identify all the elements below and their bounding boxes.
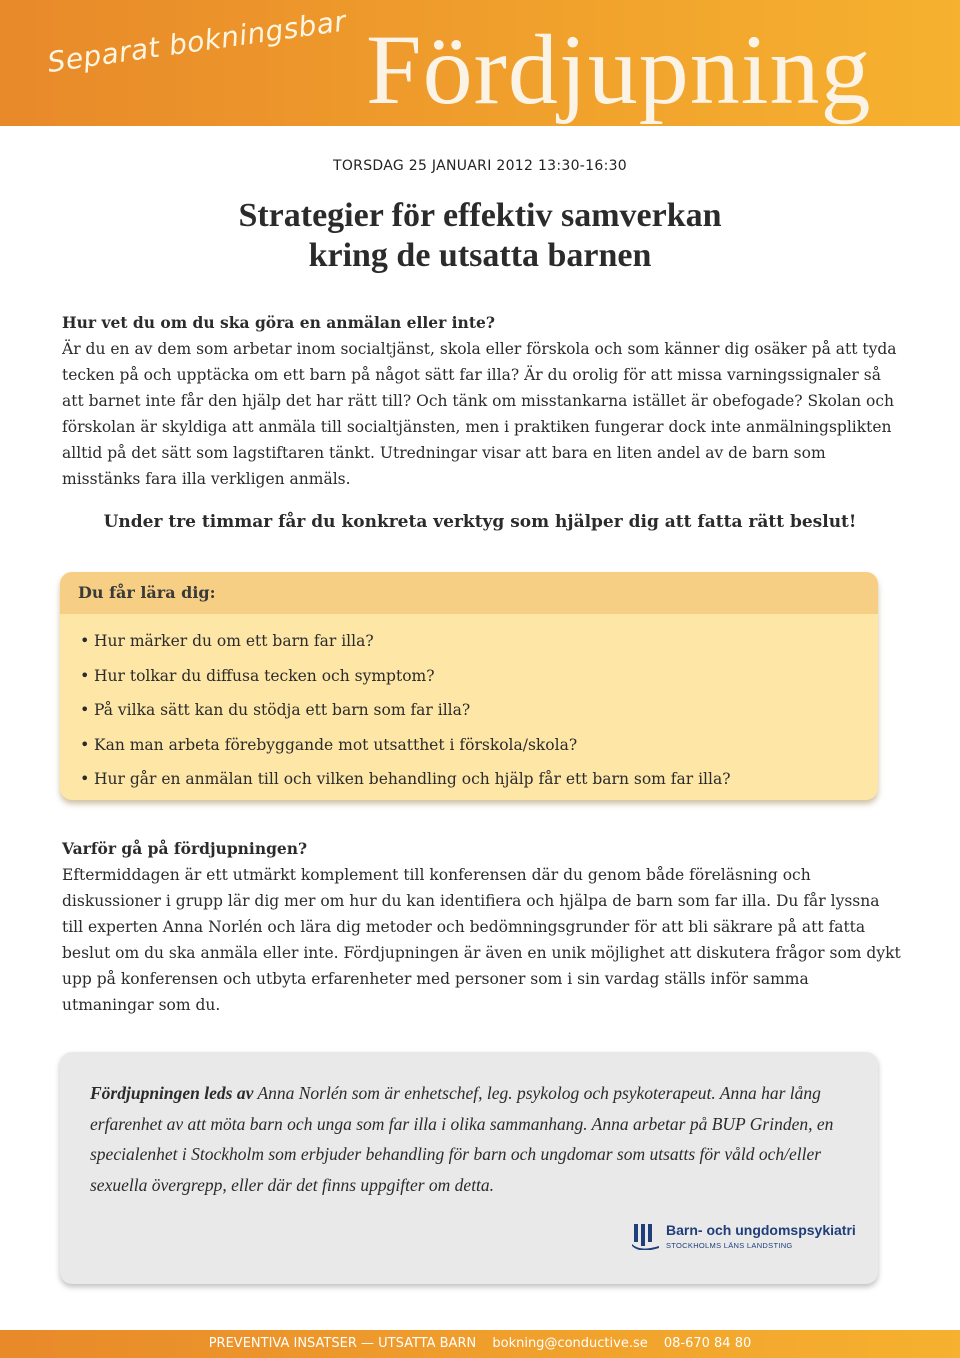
intro-section [62, 310, 902, 492]
bup-logo [632, 1222, 862, 1256]
call-to-action: Under tre timmar får du konkreta verktyg som hjälper dig att fatta rätt beslut! [103, 512, 857, 532]
page-title [0, 196, 960, 276]
learn-list [60, 614, 878, 797]
bullet-icon: • [80, 769, 90, 788]
why-body: Eftermiddagen är ett utmärkt komplement till konferensen där du genom både föreläsning och diskussioner i grupp lär dig mer om hur du kan identifiera och hjälpa de barn som far illa. Du får lyssna till experten Anna Norlén och lära dig metoder och bedömningsgrunder för att bli säkrare på att fatta beslut om du ska anmäla eller inte. Fördjupningen är även en unik möjlighet att diskutera frågor som dykt upp på konferensen och utbyta erfarenheter med personer som i sin vardag ställs inför samma utmaningar som du. [62, 866, 901, 1014]
logo-subtitle: STOCKHOLMS LÄNS LANDSTING [666, 1241, 793, 1250]
why-heading: Varför gå på fördjupningen? [62, 839, 308, 858]
footer-email[interactable]: bokning@conductive.se [492, 1336, 648, 1351]
bup-logo-icon [632, 1224, 660, 1250]
footer-phone: 08-670 84 80 [663, 1336, 752, 1351]
leader-text [90, 1078, 850, 1200]
tagline: Separat bokningsbar [45, 4, 349, 80]
why-section [62, 836, 902, 1018]
learn-item: • På vilka sätt kan du stödja ett barn som far illa? [80, 693, 878, 728]
event-date: TORSDAG 25 JANUARI 2012 13:30-16:30 [333, 158, 627, 174]
learn-item: • Kan man arbeta förebyggande mot utsatthet i förskola/skola? [80, 728, 878, 763]
learn-item: • Hur går en anmälan till och vilken behandling och hjälp får ett barn som far illa? [80, 762, 878, 797]
bullet-icon: • [80, 665, 90, 685]
learn-heading: Du får lära dig: [60, 572, 878, 614]
leader-label: Fördjupningen leds av [90, 1083, 254, 1103]
intro-question: Hur vet du om du ska göra en anmälan eller inte? [62, 313, 495, 332]
logo-name: Barn- och ungdomspsykiatri [666, 1222, 856, 1238]
learn-item: • Hur tolkar du diffusa tecken och symptom? [80, 659, 878, 694]
title-line-1: Strategier för effektiv samverkan [238, 197, 722, 234]
learn-item: • Hur märker du om ett barn far illa? [80, 624, 878, 659]
bullet-icon: • [80, 631, 90, 650]
footer-bar [0, 1330, 960, 1358]
brand-title: Fördjupning [366, 14, 872, 125]
leader-body: Anna Norlén som är enhetschef, leg. psykolog och psykoterapeut. Anna har lång erfarenhet av att möta barn och unga som far illa i olika sammanhang. Anna arbetar på BUP Grinden, en specialenhet i Stockholm som erbjuder behandling för barn och ungdomar som utsatts för våld och/eller sexuella övergrepp, eller där det finns uppgifter om detta. [90, 1083, 834, 1195]
footer-section: PREVENTIVA INSATSER — UTSATTA BARN [208, 1336, 477, 1351]
learn-box [60, 572, 878, 800]
bullet-icon: • [80, 734, 90, 754]
title-line-2: kring de utsatta barnen [308, 237, 652, 274]
header-banner [0, 0, 960, 126]
bullet-icon: • [80, 700, 90, 719]
leader-box [60, 1052, 878, 1284]
intro-body: Är du en av dem som arbetar inom socialtjänst, skola eller förskola och som känner dig osäker på att tyda tecken på och upptäcka om ett barn på något sätt far illa? Är du orolig för att missa varningssignaler så att barnet inte får den hjälp det har rätt till? Och tänk om misstankarna istället är obefogade? Skolan och förskolan är skyldiga att anmäla till socialtjänsten, men i praktiken fungerar dock inte anmälningsplikten alltid på det sätt som lagstiftaren tänkt. Utredningar visar att bara en liten andel av de barn som misstänks fara illa verkligen anmäls. [62, 340, 897, 488]
